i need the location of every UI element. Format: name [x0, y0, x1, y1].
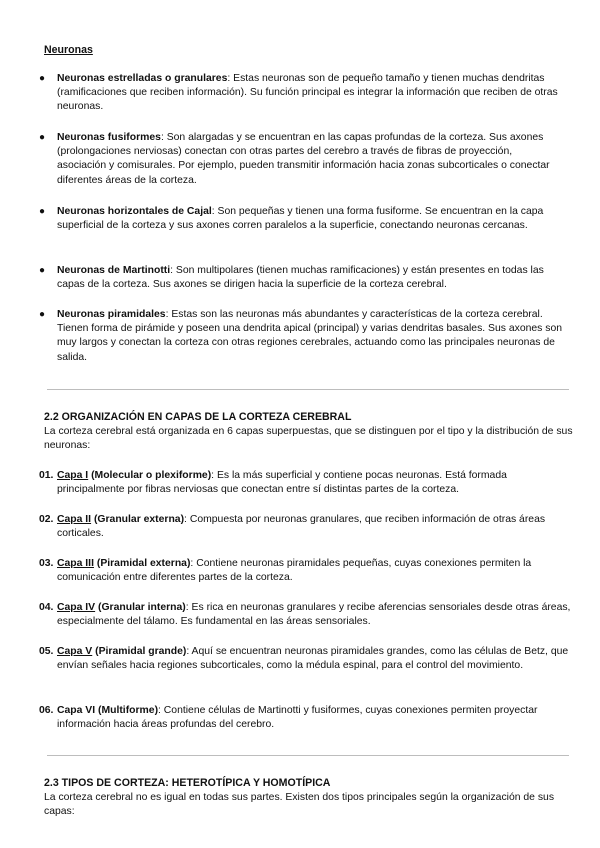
bullet-item-piramidales	[39, 308, 563, 365]
bullet-text: : Estas neuronas son de pequeño tamaño y tienen muchas dendritas (ramificaciones que reciben información). Su función principal es integrar la información que reciben de otras neuronas.	[57, 73, 558, 113]
bullet-text: : Estas son las neuronas más abundantes y características de la corteza cerebral. Tienen forma de pirámide y poseen una dendrita apical (principal) y varias dendritas basales. Sus axones son muy largos y conectan la corteza con otras regiones cerebrales, actuando como las principales neuronas de salida.	[57, 309, 562, 363]
layer-subtitle: (Granular externa)	[91, 514, 185, 525]
bullet-item-martinotti	[39, 264, 563, 292]
layer-item-5	[39, 645, 573, 673]
layer-link[interactable]: Capa II	[57, 514, 92, 525]
bullet-icon: ●	[39, 265, 46, 276]
layer-text: : Contiene neuronas piramidales pequeñas, cuyas conexiones permiten la comunicación entre diferentes partes de la corteza.	[57, 558, 532, 584]
section-divider	[47, 389, 569, 390]
layer-subtitle: (Piramidal externa)	[93, 558, 191, 569]
neuronas-heading: Neuronas	[44, 44, 93, 56]
layer-link[interactable]: Capa III	[57, 558, 94, 569]
layer-item-4	[39, 601, 573, 629]
bullet-text: : Son alargadas y se encuentran en las capas profundas de la corteza. Sus axones (prolongaciones nerviosas) conectan con otras partes del cerebro a través de fibras de proyección, asociación y comisurales. Por ejemplo, pueden transmitir información hacia zonas subcorticales o conectar diferentes áreas de la corteza.	[57, 132, 550, 186]
section-divider	[47, 755, 569, 756]
layer-item-1	[39, 469, 573, 497]
layer-number: 05.	[39, 646, 54, 657]
layer-number: 04.	[39, 602, 54, 613]
bullet-term: Neuronas horizontales de Cajal	[57, 206, 212, 217]
layer-subtitle: Capa VI (Multiforme)	[57, 705, 159, 716]
layer-text: : Compuesta por neuronas granulares, que reciben información de otras áreas corticales.	[57, 514, 546, 540]
layer-number: 03.	[39, 558, 54, 569]
layer-subtitle: (Piramidal grande)	[92, 646, 187, 657]
bullet-text: : Son pequeñas y tienen una forma fusiforme. Se encuentran en la capa superficial de la corteza y sus axones corren paralelos a la superficie, conectando neuronas cercanas.	[57, 206, 544, 232]
bullet-item-estrelladas	[39, 72, 563, 115]
section-title-2-2: 2.2 ORGANIZACIÓN EN CAPAS DE LA CORTEZA CEREBRAL	[44, 411, 352, 423]
layer-number: 02.	[39, 514, 54, 525]
layer-link[interactable]: Capa I	[57, 470, 89, 481]
section-intro-2-2: La corteza cerebral está organizada en 6 capas superpuestas, que se distinguen por el tipo y la distribución de sus neuronas:	[44, 426, 573, 452]
layer-item-3	[39, 557, 573, 585]
bullet-icon: ●	[39, 309, 46, 320]
layer-link[interactable]: Capa IV	[57, 602, 96, 613]
layer-subtitle: (Granular interna)	[95, 602, 186, 613]
layer-number: 06.	[39, 705, 54, 716]
section-intro-2-3: La corteza cerebral no es igual en todas sus partes. Existen dos tipos principales según la organización de sus capas:	[44, 792, 555, 818]
bullet-term: Neuronas piramidales	[57, 309, 166, 320]
layer-number: 01.	[39, 470, 54, 481]
section-title-2-3: 2.3 TIPOS DE CORTEZA: HETEROTÍPICA Y HOMOTÍPICA	[44, 777, 331, 789]
layer-text: : Aquí se encuentran neuronas piramidales grandes, como las células de Betz, que envían señales hacia regiones subcorticales, como la médula espinal, para el control del movimiento.	[57, 646, 569, 672]
layer-text: : Es la más superficial y contiene pocas neuronas. Está formada principalmente por fibras nerviosas que conectan entre sí distintas partes de la corteza.	[57, 470, 507, 496]
bullet-item-fusiformes	[39, 131, 563, 188]
layer-subtitle: (Molecular o plexiforme)	[88, 470, 212, 481]
bullet-icon: ●	[39, 132, 46, 143]
layer-item-6	[39, 704, 573, 732]
layer-text: : Es rica en neuronas granulares y recibe aferencias sensoriales desde otras áreas, especialmente del tálamo. Es fundamental en las áreas sensoriales.	[57, 602, 571, 628]
bullet-term: Neuronas de Martinotti	[57, 265, 171, 276]
layer-text: : Contiene células de Martinotti y fusiformes, cuyas conexiones permiten proyectar información hacia áreas profundas del cerebro.	[57, 705, 538, 731]
bullet-term: Neuronas fusiformes	[57, 132, 161, 143]
bullet-icon: ●	[39, 73, 46, 84]
bullet-icon: ●	[39, 206, 46, 217]
layer-link[interactable]: Capa V	[57, 646, 93, 657]
bullet-text: : Son multipolares (tienen muchas ramificaciones) y están presentes en todas las capas de la corteza. Sus axones se dirigen hacia la superficie de la corteza cerebral.	[57, 265, 544, 291]
bullet-term: Neuronas estrelladas o granulares	[57, 73, 228, 84]
layer-item-2	[39, 513, 573, 541]
bullet-item-cajal	[39, 205, 563, 233]
